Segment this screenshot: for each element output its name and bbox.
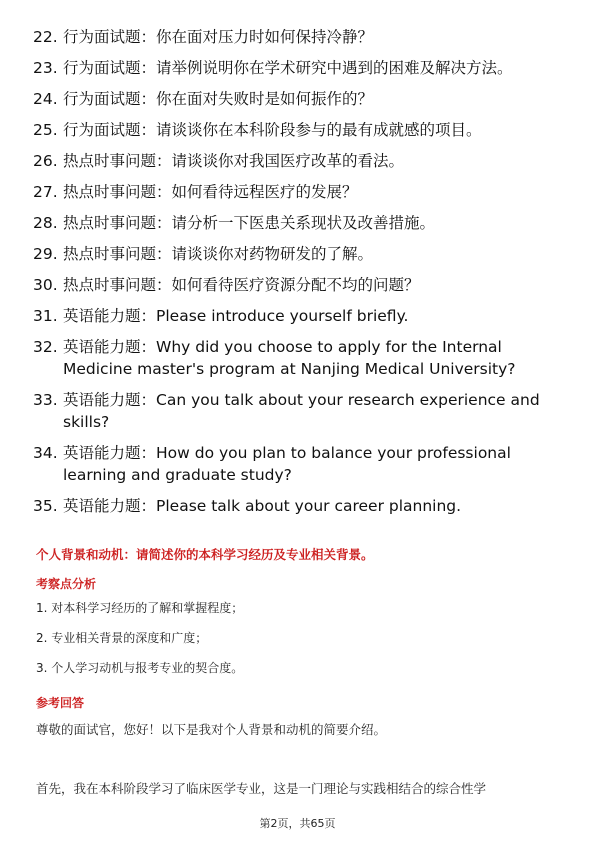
question-number: 31. [33, 307, 58, 325]
question-list [33, 26, 563, 526]
question-text: 行为面试题：请举例说明你在学术研究中遇到的困难及解决方法。 [63, 59, 513, 77]
question-item [33, 88, 563, 110]
question-item [33, 212, 563, 234]
analysis-heading: 考察点分析 [36, 577, 97, 591]
question-text: 热点时事问题：请谈谈你对我国医疗改革的看法。 [63, 152, 405, 170]
question-number: 26. [33, 152, 58, 170]
analysis-item: 1. 对本科学习经历的了解和掌握程度； [36, 601, 244, 615]
question-text: 英语能力题：Why did you choose to apply for the Internal Medicine master's program at Nanjing Medical University? [63, 338, 516, 378]
question-item [33, 119, 563, 141]
analysis-list [36, 600, 243, 690]
question-text: 行为面试题：你在面对失败时是如何振作的？ [63, 90, 374, 108]
question-text: 英语能力题：Please introduce yourself briefly. [63, 307, 409, 325]
question-text: 英语能力题：How do you plan to balance your professional learning and graduate study? [63, 444, 511, 484]
section-title: 个人背景和动机：请简述你的本科学习经历及专业相关背景。 [36, 547, 374, 562]
question-item [33, 274, 563, 296]
question-text: 行为面试题：请谈谈你在本科阶段参与的最有成就感的项目。 [63, 121, 482, 139]
question-number: 23. [33, 59, 58, 77]
question-item [33, 389, 563, 433]
question-number: 30. [33, 276, 58, 294]
question-item [33, 181, 563, 203]
answer-intro: 尊敬的面试官，您好！以下是我对个人背景和动机的简要介绍。 [36, 722, 387, 737]
analysis-item: 3. 个人学习动机与报考专业的契合度。 [36, 661, 244, 675]
question-item [33, 495, 563, 517]
question-text: 热点时事问题：如何看待远程医疗的发展？ [63, 183, 358, 201]
question-number: 35. [33, 497, 58, 515]
question-item [33, 305, 563, 327]
answer-paragraph: 首先，我在本科阶段学习了临床医学专业，这是一门理论与实践相结合的综合性学 [36, 781, 487, 796]
question-item [33, 336, 563, 380]
question-number: 25. [33, 121, 58, 139]
question-number: 33. [33, 391, 58, 409]
question-number: 22. [33, 28, 58, 46]
question-number: 34. [33, 444, 58, 462]
question-number: 29. [33, 245, 58, 263]
question-text: 行为面试题：你在面对压力时如何保持冷静？ [63, 28, 374, 46]
question-text: 英语能力题：Please talk about your career planning. [63, 497, 462, 515]
question-number: 24. [33, 90, 58, 108]
question-number: 32. [33, 338, 58, 356]
question-item [33, 442, 563, 486]
analysis-item: 2. 专业相关背景的深度和广度； [36, 631, 208, 645]
question-text: 热点时事问题：如何看待医疗资源分配不均的问题？ [63, 276, 420, 294]
page-number: 第2页，共65页 [259, 817, 336, 830]
question-item [33, 57, 563, 79]
question-number: 28. [33, 214, 58, 232]
question-item [33, 243, 563, 265]
question-text: 英语能力题：Can you talk about your research experience and skills? [63, 391, 540, 431]
question-number: 27. [33, 183, 58, 201]
question-text: 热点时事问题：请谈谈你对药物研发的了解。 [63, 245, 374, 263]
question-item [33, 26, 563, 48]
question-text: 热点时事问题：请分析一下医患关系现状及改善措施。 [63, 214, 436, 232]
question-item [33, 150, 563, 172]
answer-heading: 参考回答 [36, 696, 85, 710]
